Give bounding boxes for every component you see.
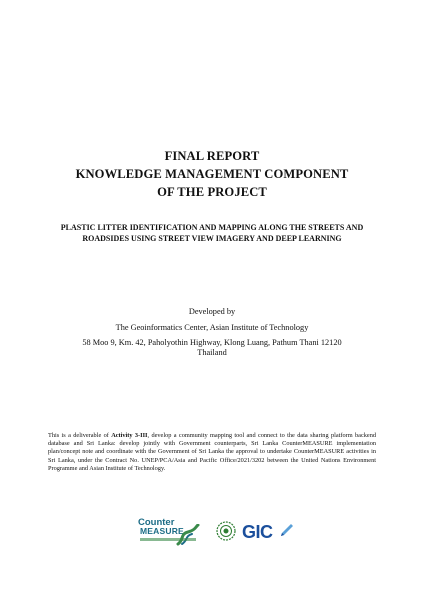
countermeasure-logo-text-2: MEASURE xyxy=(140,526,184,536)
countermeasure-logo-text-1: Counter xyxy=(138,517,175,528)
title-line-2: KNOWLEDGE MANAGEMENT COMPONENT xyxy=(75,167,349,181)
deliverable-prefix: This is a deliverable of xyxy=(48,432,112,439)
ait-emblem-icon xyxy=(216,521,236,541)
developer-organization: The Geoinformatics Center, Asian Institute of Technology xyxy=(115,323,309,332)
developed-by-label: Developed by xyxy=(188,307,236,316)
deliverable-statement xyxy=(48,432,376,473)
activity-label: Activity 3-III xyxy=(111,432,148,439)
river-swoosh-icon xyxy=(176,524,200,546)
deliverable-text: , develop a community mapping tool and connect to the data sharing platform backend database and Sri Lanka: develop jointly with Government counterparts, Sri Lanka CounterMEASURE implementation plan/concept note and coordinate with the Government of Sri Lanka the approval to undertake CounterMEASURE activities in Sri Lanka, under the Contract No. UNEP/PCA/Asia and Pacific Office/2021/3202 between the United Nations Environment Programme and Asian Institute of Technology. xyxy=(48,432,376,472)
title-line-1: FINAL REPORT xyxy=(164,149,260,163)
countermeasure-logo xyxy=(138,518,200,546)
gic-logo-text: GIC xyxy=(242,522,273,542)
countermeasure-subline xyxy=(140,538,196,541)
report-title xyxy=(0,147,424,201)
address-line-1: 58 Moo 9, Km. 42, Paholyothin Highway, Klong Luang, Pathum Thani 12120 xyxy=(82,338,342,347)
project-subtitle: PLASTIC LITTER IDENTIFICATION AND MAPPING ALONG THE STREETS AND ROADSIDES USING STREET VIEW IMAGERY AND DEEP LEARNING xyxy=(60,223,364,243)
partner-logos xyxy=(138,513,298,549)
developer-address xyxy=(0,338,424,358)
address-line-2: Thailand xyxy=(197,348,227,357)
developer-info xyxy=(0,306,424,358)
title-line-3: OF THE PROJECT xyxy=(157,185,267,199)
pen-icon xyxy=(280,523,294,537)
gic-logo xyxy=(242,521,294,543)
